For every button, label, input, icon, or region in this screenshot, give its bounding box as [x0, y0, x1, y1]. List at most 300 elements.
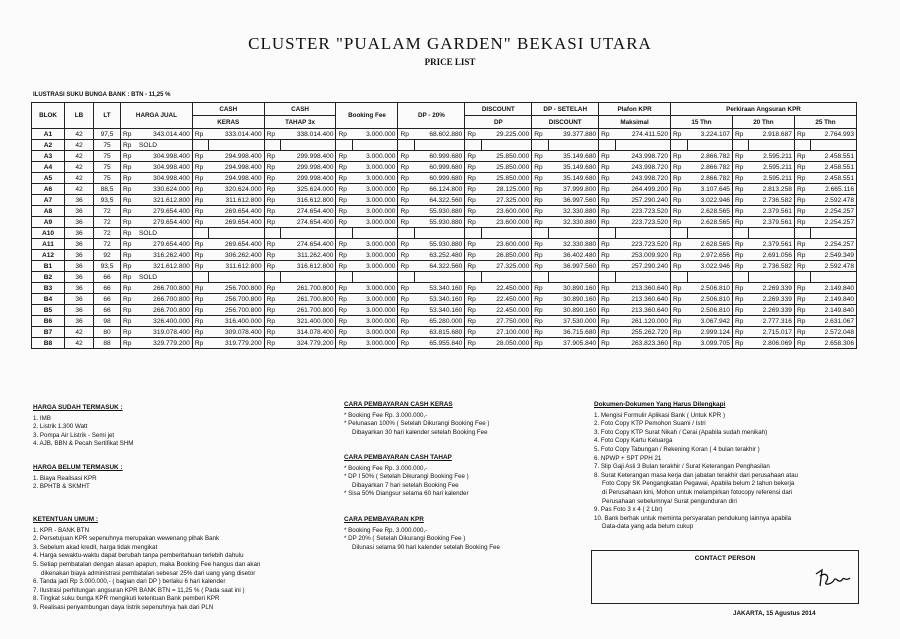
currency-label: Rp — [465, 294, 482, 305]
currency-label: Rp — [599, 129, 616, 140]
currency-label: Rp — [398, 184, 415, 195]
table-row — [32, 239, 857, 250]
harga-belum-section — [33, 464, 123, 492]
currency-label: Rp — [465, 173, 482, 184]
currency-label: Rp — [732, 305, 749, 316]
currency-label: Rp — [465, 261, 482, 272]
table-cell: 22.450.000 — [481, 305, 531, 316]
table-cell: 36.715.680 — [548, 327, 598, 338]
empty-cell — [532, 228, 549, 239]
table-cell: 3.000.000 — [352, 250, 397, 261]
col-dp: DP - 20% — [398, 103, 465, 129]
currency-label: Rp — [398, 173, 415, 184]
table-cell: 93,5 — [94, 195, 121, 206]
table-cell: 32.330.880 — [548, 206, 598, 217]
currency-label: Rp — [532, 173, 549, 184]
table-cell: A3 — [32, 151, 65, 162]
table-cell: 72 — [94, 206, 121, 217]
empty-cell — [192, 140, 209, 151]
currency-label: Rp — [794, 173, 811, 184]
table-cell: 2.379.561 — [749, 217, 794, 228]
table-cell: 68.602.880 — [414, 129, 464, 140]
cara-kpr-section — [344, 516, 500, 552]
currency-label: Rp — [671, 151, 688, 162]
table-cell: 27.325.000 — [481, 195, 531, 206]
table-cell: 27.100.000 — [481, 327, 531, 338]
signature-icon — [812, 566, 854, 596]
table-cell: 25.850.000 — [481, 162, 531, 173]
currency-label: Rp — [336, 327, 353, 338]
table-cell: 65.955.840 — [414, 338, 464, 349]
currency-label: Rp — [264, 338, 281, 349]
section-heading: Dokumen-Dokumen Yang Harus Dilengkapi — [594, 401, 726, 408]
table-cell: 3.000.000 — [352, 239, 397, 250]
currency-label: Rp — [599, 338, 616, 349]
table-cell: 2.149.840 — [811, 305, 857, 316]
currency-label: Rp — [465, 327, 482, 338]
table-cell: 3.000.000 — [352, 184, 397, 195]
section-heading: CARA PEMBAYARAN KPR — [344, 516, 424, 523]
currency-label: Rp — [121, 294, 138, 305]
col-lb: LB — [65, 103, 94, 129]
currency-label: Rp — [264, 129, 281, 140]
currency-label: Rp — [671, 294, 688, 305]
currency-label: Rp — [192, 261, 209, 272]
currency-label: Rp — [465, 151, 482, 162]
currency-label: Rp — [121, 338, 138, 349]
table-cell: 2.592.478 — [811, 195, 857, 206]
empty-cell — [336, 272, 353, 283]
table-cell: A10 — [32, 228, 65, 239]
table-cell: 3.099.705 — [687, 338, 732, 349]
currency-label: Rp — [599, 327, 616, 338]
table-cell: A5 — [32, 173, 65, 184]
table-cell: 2.506.810 — [687, 294, 732, 305]
list-item: Dibayarkan 30 hari kalender setelah Booking Fee — [352, 428, 488, 436]
table-cell: 256.700.800 — [209, 305, 264, 316]
currency-label: Rp — [465, 184, 482, 195]
currency-label: Rp — [599, 151, 616, 162]
currency-label: Rp — [532, 184, 549, 195]
table-row — [32, 283, 857, 294]
table-cell: 2.999.124 — [687, 327, 732, 338]
table-cell: 75 — [94, 151, 121, 162]
empty-cell — [352, 272, 397, 283]
table-cell: 3.000.000 — [352, 261, 397, 272]
table-cell: 3.022.946 — [687, 261, 732, 272]
currency-label: Rp — [465, 195, 482, 206]
list-item: 2. Persetujuan KPR sepenuhnya merupakan wewenang pihak Bank — [33, 535, 220, 543]
table-cell: 2.866.782 — [687, 173, 732, 184]
empty-cell — [615, 272, 670, 283]
currency-label: Rp — [599, 162, 616, 173]
currency-label: Rp — [398, 151, 415, 162]
col-plafon: Plafon KPR — [599, 103, 671, 116]
table-cell: 22.450.000 — [481, 283, 531, 294]
table-cell: A11 — [32, 239, 65, 250]
currency-label: Rp — [121, 327, 138, 338]
table-cell: 2.665.116 — [811, 184, 857, 195]
currency-label: Rp — [336, 173, 353, 184]
currency-label: Rp — [794, 261, 811, 272]
table-cell: 42 — [65, 338, 94, 349]
currency-label: Rp — [671, 327, 688, 338]
currency-label: Rp — [732, 250, 749, 261]
currency-label: Rp — [336, 151, 353, 162]
table-cell: 36 — [65, 316, 94, 327]
table-cell: 2.506.810 — [687, 305, 732, 316]
table-cell: 274.654.400 — [281, 217, 336, 228]
section-heading: KETENTUAN UMUM : — [33, 516, 98, 523]
currency-label: Rp — [336, 239, 353, 250]
currency-label: Rp — [264, 305, 281, 316]
col-dp-setelah: DP - SETELAH — [532, 103, 599, 116]
table-cell: B8 — [32, 338, 65, 349]
table-cell: 60.999.680 — [414, 162, 464, 173]
table-cell: 23.600.000 — [481, 206, 531, 217]
currency-label: Rp — [398, 305, 415, 316]
table-cell: 66 — [94, 305, 121, 316]
table-cell: 269.654.400 — [209, 206, 264, 217]
table-cell: 2.866.782 — [687, 162, 732, 173]
currency-label: Rp — [671, 206, 688, 217]
empty-cell — [281, 140, 336, 151]
currency-label: Rp — [732, 283, 749, 294]
currency-label: Rp — [465, 338, 482, 349]
currency-label: Rp — [398, 162, 415, 173]
currency-label: Rp — [599, 316, 616, 327]
currency-label: Rp — [671, 239, 688, 250]
col-booking: Booking Fee — [336, 103, 398, 129]
currency-label: Rp — [264, 162, 281, 173]
empty-cell — [264, 228, 281, 239]
currency-label: Rp — [465, 129, 482, 140]
currency-label: Rp — [732, 327, 749, 338]
list-item: * Booking Fee Rp. 3.000.000,- — [344, 464, 428, 472]
currency-label: Rp — [599, 184, 616, 195]
table-cell: 3.000.000 — [352, 173, 397, 184]
currency-label: Rp — [599, 305, 616, 316]
table-cell: 326.400.000 — [137, 316, 192, 327]
empty-cell — [192, 228, 209, 239]
currency-label: Rp — [192, 239, 209, 250]
currency-label: Rp — [532, 151, 549, 162]
table-cell: 2.628.565 — [687, 206, 732, 217]
currency-label: Rp — [336, 261, 353, 272]
currency-label: Rp — [599, 294, 616, 305]
table-cell: 2.254.257 — [811, 239, 857, 250]
currency-label: Rp — [264, 261, 281, 272]
currency-label: Rp — [599, 173, 616, 184]
empty-cell — [336, 140, 353, 151]
empty-cell — [548, 272, 598, 283]
table-cell: 66 — [94, 283, 121, 294]
rate-note: ILUSTRASI SUKU BUNGA BANK : BTN - 11,25 % — [33, 92, 171, 98]
currency-label: Rp — [398, 129, 415, 140]
currency-label: Rp — [192, 250, 209, 261]
table-cell: 32.330.880 — [548, 239, 598, 250]
empty-cell — [548, 140, 598, 151]
currency-label: Rp — [121, 129, 138, 140]
list-item: di Perusahaan kini, Mohon untuk melampirkan fotocopy referensi dari — [602, 488, 793, 496]
table-cell: 309.078.400 — [209, 327, 264, 338]
table-cell: 316.612.800 — [281, 195, 336, 206]
table-cell: 53.340.160 — [414, 294, 464, 305]
table-cell: 338.014.400 — [281, 129, 336, 140]
col-25-thn: 25 Thn — [794, 116, 856, 129]
table-cell: 2.149.840 — [811, 283, 857, 294]
table-cell: 2.572.048 — [811, 327, 857, 338]
currency-label: Rp — [398, 206, 415, 217]
empty-cell — [749, 228, 794, 239]
currency-label: Rp — [192, 184, 209, 195]
table-row — [32, 140, 857, 151]
currency-label: Rp — [794, 206, 811, 217]
currency-label: Rp — [192, 217, 209, 228]
table-cell: 36 — [65, 217, 94, 228]
table-cell: 266.700.800 — [137, 294, 192, 305]
list-item: 6. NPWP + SPT PPH 21 — [594, 454, 662, 462]
currency-label: Rp — [192, 338, 209, 349]
currency-label: Rp — [794, 294, 811, 305]
list-item: 7. Ilustrasi perhitungan angsuran KPR BANK BTN = 11,25 % ( Pada saat ini ) — [33, 586, 245, 594]
table-cell: 321.400.000 — [281, 316, 336, 327]
currency-label: Rp — [192, 305, 209, 316]
table-cell: A6 — [32, 184, 65, 195]
list-item: 1. Biaya Realisasi KPR — [33, 474, 97, 482]
currency-label: Rp — [465, 283, 482, 294]
table-cell: 269.654.400 — [209, 239, 264, 250]
currency-label: Rp — [121, 173, 138, 184]
currency-label: Rp — [532, 283, 549, 294]
list-item: 3. Foto Copy KTP Surat Nikah / Cerai (Apabila sudah menikah) — [594, 428, 768, 436]
currency-label: Rp — [671, 305, 688, 316]
table-cell: 92 — [94, 250, 121, 261]
currency-label: Rp — [398, 239, 415, 250]
currency-label: Rp — [264, 294, 281, 305]
empty-cell — [398, 140, 415, 151]
currency-label: Rp — [121, 184, 138, 195]
list-item: Dilunasi selama 90 hari kalender setelah Booking Fee — [352, 543, 500, 551]
empty-cell — [687, 140, 732, 151]
currency-label: Rp — [264, 173, 281, 184]
currency-label: Rp — [336, 129, 353, 140]
empty-cell — [352, 228, 397, 239]
table-cell: 37.999.800 — [548, 184, 598, 195]
page-subtitle: PRICE LIST — [424, 57, 476, 67]
currency-label: Rp — [264, 250, 281, 261]
table-cell: 2.254.257 — [811, 206, 857, 217]
table-cell: 3.000.000 — [352, 162, 397, 173]
table-row — [32, 206, 857, 217]
table-row — [32, 129, 857, 140]
empty-cell — [671, 140, 688, 151]
table-row — [32, 261, 857, 272]
table-cell: 66.124.800 — [414, 184, 464, 195]
table-cell: A1 — [32, 129, 65, 140]
currency-label: Rp — [398, 327, 415, 338]
table-cell: 243.998.720 — [615, 162, 670, 173]
currency-label: Rp — [671, 173, 688, 184]
table-cell: 2.764.993 — [811, 129, 857, 140]
empty-cell — [599, 228, 616, 239]
currency-label: Rp — [192, 294, 209, 305]
currency-label: Rp — [192, 173, 209, 184]
table-cell: 63.815.680 — [414, 327, 464, 338]
empty-cell — [687, 228, 732, 239]
table-cell: 320.624.000 — [209, 184, 264, 195]
empty-cell — [352, 140, 397, 151]
currency-label: Rp — [121, 151, 138, 162]
table-row — [32, 250, 857, 261]
empty-cell — [532, 140, 549, 151]
col-cash-keras: CASH — [192, 103, 264, 116]
currency-label: Rp — [336, 294, 353, 305]
table-cell: 319.779.200 — [209, 338, 264, 349]
table-cell: 63.252.480 — [414, 250, 464, 261]
table-cell: 64.322.560 — [414, 261, 464, 272]
col-15-thn: 15 Thn — [671, 116, 733, 129]
table-cell: 42 — [65, 129, 94, 140]
table-cell: 2.379.561 — [749, 239, 794, 250]
currency-label: Rp — [671, 338, 688, 349]
table-cell: 26.850.000 — [481, 250, 531, 261]
currency-label: Rp — [121, 250, 138, 261]
empty-cell — [209, 140, 264, 151]
col-discount: DISCOUNT — [465, 103, 532, 116]
table-cell: 311.612.800 — [209, 261, 264, 272]
currency-label: Rp — [532, 129, 549, 140]
currency-label: Rp — [398, 338, 415, 349]
table-cell: 319.078.400 — [137, 327, 192, 338]
table-cell: 42 — [65, 173, 94, 184]
table-cell: 36.997.560 — [548, 195, 598, 206]
table-cell: 36 — [65, 305, 94, 316]
currency-label: Rp — [192, 206, 209, 217]
currency-label: Rp — [794, 162, 811, 173]
list-item: 9. Realisasi penyambungan daya listrik sepenuhnya hak dari PLN — [33, 603, 214, 611]
currency-label: Rp — [794, 129, 811, 140]
harga-termasuk-section — [33, 404, 133, 449]
currency-label: Rp — [671, 162, 688, 173]
table-cell: 299.998.400 — [281, 162, 336, 173]
empty-cell — [615, 228, 670, 239]
empty-cell — [414, 140, 464, 151]
table-cell: A12 — [32, 250, 65, 261]
currency-label: Rp — [336, 305, 353, 316]
table-cell: 2.813.258 — [749, 184, 794, 195]
list-item: Data-data yang ada belum cukup — [602, 523, 694, 531]
currency-label: Rp — [794, 305, 811, 316]
currency-label: Rp — [336, 250, 353, 261]
table-cell: 2.806.069 — [749, 338, 794, 349]
table-cell: 294.998.400 — [209, 151, 264, 162]
currency-label: Rp — [532, 327, 549, 338]
table-cell: 42 — [65, 184, 94, 195]
table-cell: 39.377.880 — [548, 129, 598, 140]
col-plafon-sub: Maksimal — [599, 116, 671, 129]
table-cell: 261.700.800 — [281, 283, 336, 294]
currency-label: Rp — [264, 217, 281, 228]
currency-label: Rp — [398, 250, 415, 261]
list-item: * Pelunasan 100% ( Setelah Dikurangi Booking Fee ) — [344, 420, 490, 428]
table-cell: B7 — [32, 327, 65, 338]
table-cell: 3.000.000 — [352, 283, 397, 294]
currency-label: Rp — [732, 173, 749, 184]
currency-label: Rp — [671, 316, 688, 327]
currency-label: Rp — [532, 294, 549, 305]
list-item: 9. Pas Foto 3 x 4 ( 2 Lbr) — [594, 506, 663, 514]
currency-label: Rp — [121, 195, 138, 206]
table-cell: 22.450.000 — [481, 294, 531, 305]
currency-label: Rp — [532, 338, 549, 349]
table-cell: B6 — [32, 316, 65, 327]
empty-cell — [414, 228, 464, 239]
currency-label: Rp — [121, 206, 138, 217]
col-angsuran: Perkiraan Angsuran KPR — [671, 103, 857, 116]
currency-label: Rp — [336, 217, 353, 228]
currency-label: Rp — [599, 206, 616, 217]
empty-cell — [749, 140, 794, 151]
currency-label: Rp — [732, 261, 749, 272]
list-item: 4. Harga sewaktu-waktu dapat berubah tanpa pemberitahuan terlebih dahulu — [33, 552, 244, 560]
empty-cell — [465, 228, 482, 239]
table-cell: 261.700.800 — [281, 294, 336, 305]
empty-cell — [465, 140, 482, 151]
currency-label: Rp — [121, 140, 138, 151]
table-row — [32, 151, 857, 162]
table-cell: 28.125.000 — [481, 184, 531, 195]
table-cell: 311.262.400 — [281, 250, 336, 261]
list-item: 5. Setiap pembatalan dengan alasan apapun, maka Booking Fee hangus dan akan — [33, 560, 261, 568]
page-title: CLUSTER "PUALAM GARDEN" BEKASI UTARA — [248, 34, 652, 53]
table-cell: 25.850.000 — [481, 173, 531, 184]
empty-cell — [599, 140, 616, 151]
empty-cell — [687, 272, 732, 283]
table-cell: 64.322.560 — [414, 195, 464, 206]
empty-cell — [398, 272, 415, 283]
table-row — [32, 338, 857, 349]
table-cell: 279.654.400 — [137, 206, 192, 217]
currency-label: Rp — [732, 129, 749, 140]
table-cell: 256.700.800 — [209, 283, 264, 294]
table-cell: 36 — [65, 250, 94, 261]
table-cell: 3.000.000 — [352, 206, 397, 217]
table-row — [32, 327, 857, 338]
table-cell: 2.269.339 — [749, 305, 794, 316]
currency-label: Rp — [121, 162, 138, 173]
table-row — [32, 217, 857, 228]
col-20-thn: 20 Thn — [732, 116, 794, 129]
section-heading: HARGA SUDAH TERMASUK : — [33, 404, 123, 411]
table-cell: 42 — [65, 140, 94, 151]
table-cell: 2.628.565 — [687, 239, 732, 250]
currency-label: Rp — [732, 162, 749, 173]
table-row — [32, 162, 857, 173]
currency-label: Rp — [732, 294, 749, 305]
empty-cell — [336, 228, 353, 239]
price-table-body — [32, 129, 857, 349]
table-cell: 36.402.480 — [548, 250, 598, 261]
table-cell: 223.723.520 — [615, 206, 670, 217]
currency-label: Rp — [336, 316, 353, 327]
table-cell: 304.998.400 — [137, 173, 192, 184]
table-cell: 306.262.400 — [209, 250, 264, 261]
table-cell: 3.107.645 — [687, 184, 732, 195]
table-cell: 3.000.000 — [352, 338, 397, 349]
table-cell: A7 — [32, 195, 65, 206]
empty-cell — [481, 140, 531, 151]
